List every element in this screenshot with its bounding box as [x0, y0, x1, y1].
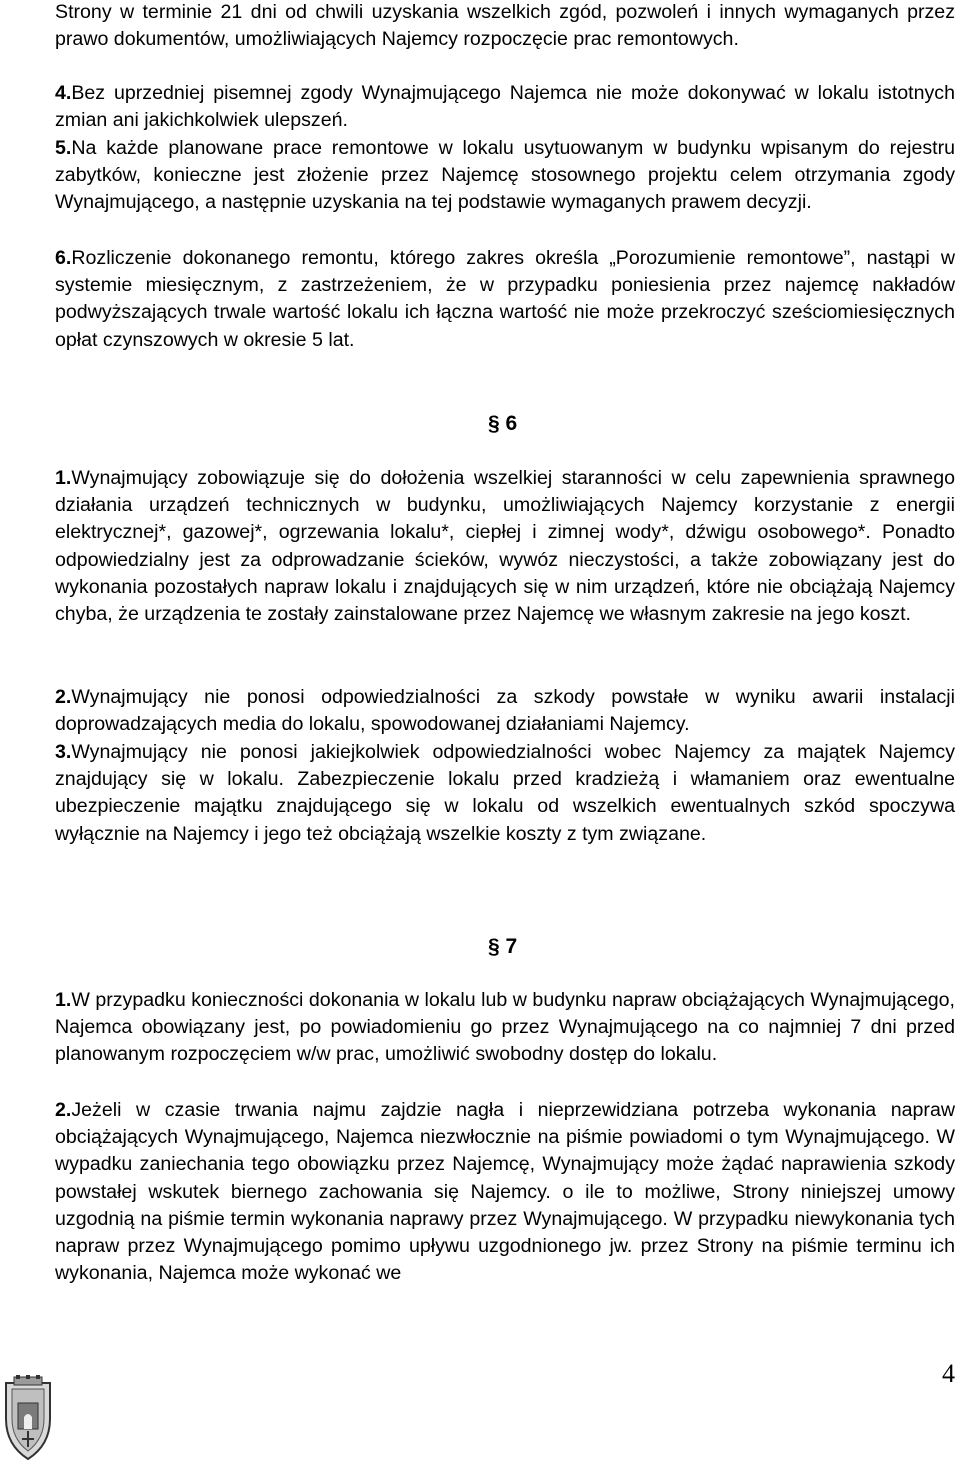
section6-paragraph-1 — [55, 465, 955, 628]
section6-paragraph-3 — [55, 739, 955, 848]
paragraph-text: Wynajmujący nie ponosi jakiejkolwiek odpowiedzialności wobec Najemcy za majątek Najemcy znajdujący się w lokalu. Zabezpieczenie lokalu przed kradzieżą i włamaniem oraz ewentualne ubezpieczenie majątku znajdującego się w lokalu od wszelkich ewentualnych szkód spoczywa wyłącznie na Najemcy i jego też obciążają wszelkie koszty z tym związane. — [55, 741, 955, 845]
section6-paragraph-2 — [55, 684, 955, 738]
page-number: 4 — [942, 1359, 955, 1388]
paragraph-number: 3. — [55, 741, 72, 763]
paragraph-number: 2. — [55, 1099, 72, 1121]
paragraph-text: Wynajmujący nie ponosi odpowiedzialności za szkody powstałe w wyniku awarii instalacji doprowadzających media do lokalu, spowodowanej działaniami Najemcy. — [55, 686, 955, 736]
section-heading-6: § 6 — [488, 412, 518, 435]
paragraph-continuation — [55, 0, 955, 53]
paragraph-text: W przypadku konieczności dokonania w lokalu lub w budynku napraw obciążających Wynajmującego, Najemca obowiązany jest, po powiadomieniu go przez Wynajmującego na co najmniej 7 dni przed planowanym rozpoczęciem w/w prac, umożliwić swobodny dostęp do lokalu. — [55, 989, 955, 1066]
paragraph-number: 4. — [55, 82, 72, 104]
section-heading-7: § 7 — [488, 935, 518, 958]
paragraph-text: Na każde planowane prace remontowe w lokalu usytuowanym w budynku wpisanym do rejestru zabytków, konieczne jest złożenie przez Najemcę stosownego projektu celem otrzymania zgody Wynajmującego, a następnie uzyskania na tej podstawie wymaganych prawem decyzji. — [55, 137, 955, 214]
paragraph-text: Bez uprzedniej pisemnej zgody Wynajmującego Najemca nie może dokonywać w lokalu istotnych zmian ani jakichkolwiek ulepszeń. — [55, 82, 955, 132]
paragraph-number: 6. — [55, 247, 72, 269]
paragraph-4 — [55, 80, 955, 134]
paragraph-number: 5. — [55, 137, 72, 159]
paragraph-text: Jeżeli w czasie trwania najmu zajdzie nagła i nieprzewidziana potrzeba wykonania napraw obciążających Wynajmującego, Najemca niezwłocznie na piśmie powiadomi o tym Wynajmującego. W wypadku zaniechania tego obowiązku przez Najemcę, Wynajmujący może żądać naprawienia szkody powstałej wskutek biernego zachowania się Najemcy. o ile to możliwe, Strony niniejszej umowy uzgodnią na piśmie termin wykonania naprawy przez Wynajmującego. W przypadku niewykonania tych napraw przez Wynajmującego pomimo upływu uzgodnionego jw. przez Strony na piśmie terminu ich wykonania, Najemca może wykonać we — [55, 1099, 955, 1285]
paragraph-number: 1. — [55, 989, 72, 1011]
paragraph-5 — [55, 135, 955, 217]
paragraph-text: Strony w terminie 21 dni od chwili uzyskania wszelkich zgód, pozwoleń i innych wymaganych przez prawo dokumentów, umożliwiających Najemcy rozpoczęcie prac remontowych. — [55, 1, 955, 51]
paragraph-number: 1. — [55, 467, 72, 489]
paragraph-6 — [55, 245, 955, 354]
section7-paragraph-2 — [55, 1097, 955, 1287]
paragraph-number: 2. — [55, 686, 72, 708]
paragraph-text: Wynajmujący zobowiązuje się do dołożenia wszelkiej staranności w celu zapewnienia sprawnego działania urządzeń technicznych w budynku, umożliwiających Najemcy korzystanie z energii elektrycznej*, gazowej*, ogrzewania lokalu*, ciepłej i zimnej wody*, dźwigu osobowego*. Ponadto odpowiedzialny jest za odprowadzanie ścieków, wywóz nieczystości, a także zobowiązany jest do wykonania pozostałych napraw lokalu i znajdujących się w nim urządzeń, które nie obciążają Najemcy chyba, że urządzenia te zostały zainstalowane przez Najemcę we własnym zakresie na jego koszt. — [55, 467, 955, 626]
city-coat-of-arms-icon — [2, 1375, 54, 1463]
paragraph-text: Rozliczenie dokonanego remontu, którego zakres określa „Porozumienie remontowe”, nastąpi w systemie miesięcznym, z zastrzeżeniem, że w przypadku poniesienia przez najemcę nakładów podwyższających trwale wartość lokalu ich łączna wartość nie może przekroczyć sześciomiesięcznych opłat czynszowych w okresie 5 lat. — [55, 247, 955, 351]
section7-paragraph-1 — [55, 987, 955, 1069]
